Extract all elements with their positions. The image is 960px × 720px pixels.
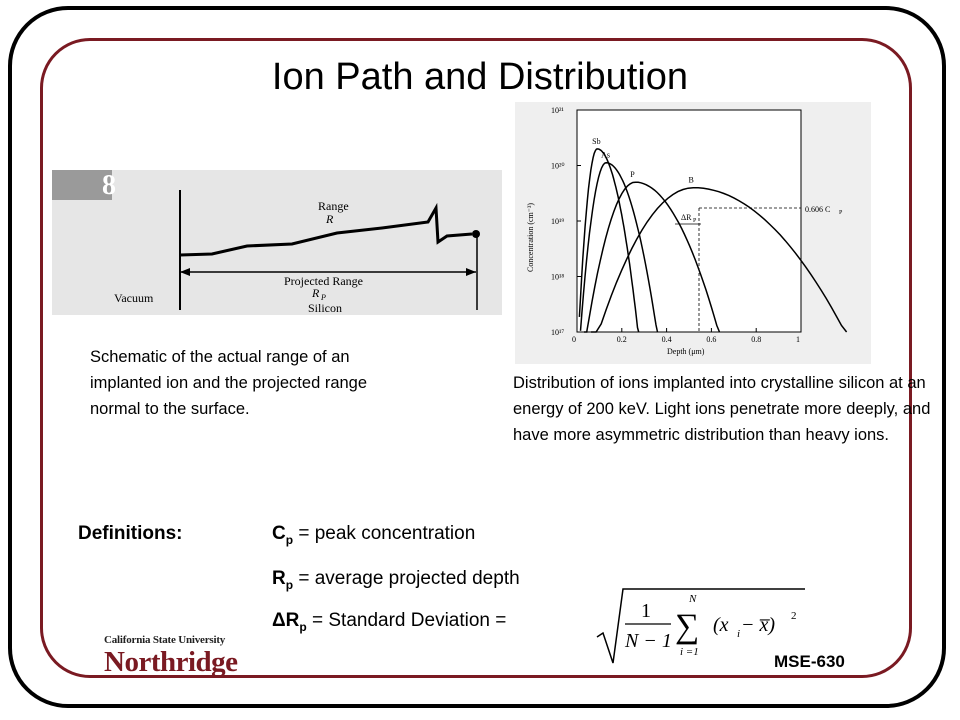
ion-distribution-chart	[515, 102, 871, 364]
ion-label-b: B	[688, 175, 694, 185]
ion-range-schematic	[52, 170, 502, 315]
ion-label-as: As	[601, 150, 611, 160]
ion-label-p: P	[630, 170, 635, 180]
y-tick-label: 10¹⁹	[551, 217, 565, 226]
cp-subscript: p	[285, 532, 294, 547]
cp-text: = peak concentration	[293, 523, 476, 544]
projected-range-symbol: R	[312, 286, 320, 300]
delta-rp-sub: P	[693, 218, 697, 224]
delta-rp-symbol: ΔR	[272, 610, 300, 631]
formula-body-sub: i	[737, 628, 741, 640]
delta-rp-label: ΔR	[681, 213, 692, 222]
definition-cp	[272, 523, 475, 547]
projected-range-sub: P	[321, 293, 326, 302]
delta-rp-text: = Standard Deviation =	[306, 610, 507, 631]
fraction-numerator: 1	[641, 600, 651, 622]
sum-lower-limit: i =1	[680, 646, 699, 658]
csun-logo	[104, 634, 244, 684]
formula-exponent: 2	[791, 610, 797, 622]
fraction-denominator: N − 1	[625, 630, 672, 652]
schematic-number: 8	[102, 170, 116, 201]
course-code: MSE-630	[774, 652, 845, 671]
formula-body: (x	[713, 614, 729, 636]
cp-symbol: C	[272, 523, 286, 544]
projected-range-label: Projected Range	[284, 274, 363, 288]
x-tick-label: 0.4	[661, 335, 672, 344]
y-tick-label: 10¹⁸	[551, 272, 565, 282]
x-axis-label: Depth (μm)	[667, 347, 705, 356]
cp-label: 0.606 C	[805, 205, 831, 214]
definition-delta-rp	[272, 610, 506, 634]
rp-text: = average projected depth	[293, 568, 520, 589]
logo-northridge-line: Northridge	[104, 646, 238, 678]
ion-endpoint	[472, 230, 480, 238]
x-tick-label: 0.8	[751, 335, 762, 344]
logo-university-line: California State University	[104, 634, 226, 646]
y-tick-label: 10¹⁷	[551, 328, 565, 337]
y-axis-label: Concentration (cm⁻³)	[526, 202, 535, 272]
y-tick-label: 10²⁰	[551, 161, 565, 171]
ion-label-sb: Sb	[592, 136, 601, 146]
y-tick-label: 10²¹	[551, 106, 564, 115]
vacuum-label: Vacuum	[114, 291, 154, 305]
rp-subscript: p	[285, 577, 294, 592]
page-title: Ion Path and Distribution	[271, 56, 689, 98]
delta-rp-subscript: p	[299, 619, 307, 634]
definitions-label: Definitions:	[78, 523, 183, 544]
x-tick-label: 0.2	[616, 335, 627, 344]
x-tick-label: 0	[572, 335, 576, 344]
rp-symbol: R	[272, 568, 286, 589]
silicon-label: Silicon	[308, 301, 343, 315]
distribution-caption: Distribution of ions implanted into crystalline silicon at an energy of 200 keV. Light ions penetrate more deeply, and have more asymmetric distribution than heavy ions.	[513, 374, 931, 444]
schematic-caption: Schematic of the actual range of an implanted ion and the projected range normal to the surface.	[90, 348, 368, 418]
cp-sub: P	[839, 210, 843, 216]
formula-body-mid: − x̅)	[741, 614, 776, 636]
sum-symbol: ∑	[675, 608, 700, 645]
x-tick-label: 0.6	[706, 335, 717, 344]
definition-rp	[272, 568, 520, 592]
range-symbol: R	[326, 212, 334, 226]
sum-upper-limit: N	[689, 593, 697, 605]
range-label: Range	[318, 199, 349, 213]
x-tick-label: 1	[796, 335, 800, 344]
